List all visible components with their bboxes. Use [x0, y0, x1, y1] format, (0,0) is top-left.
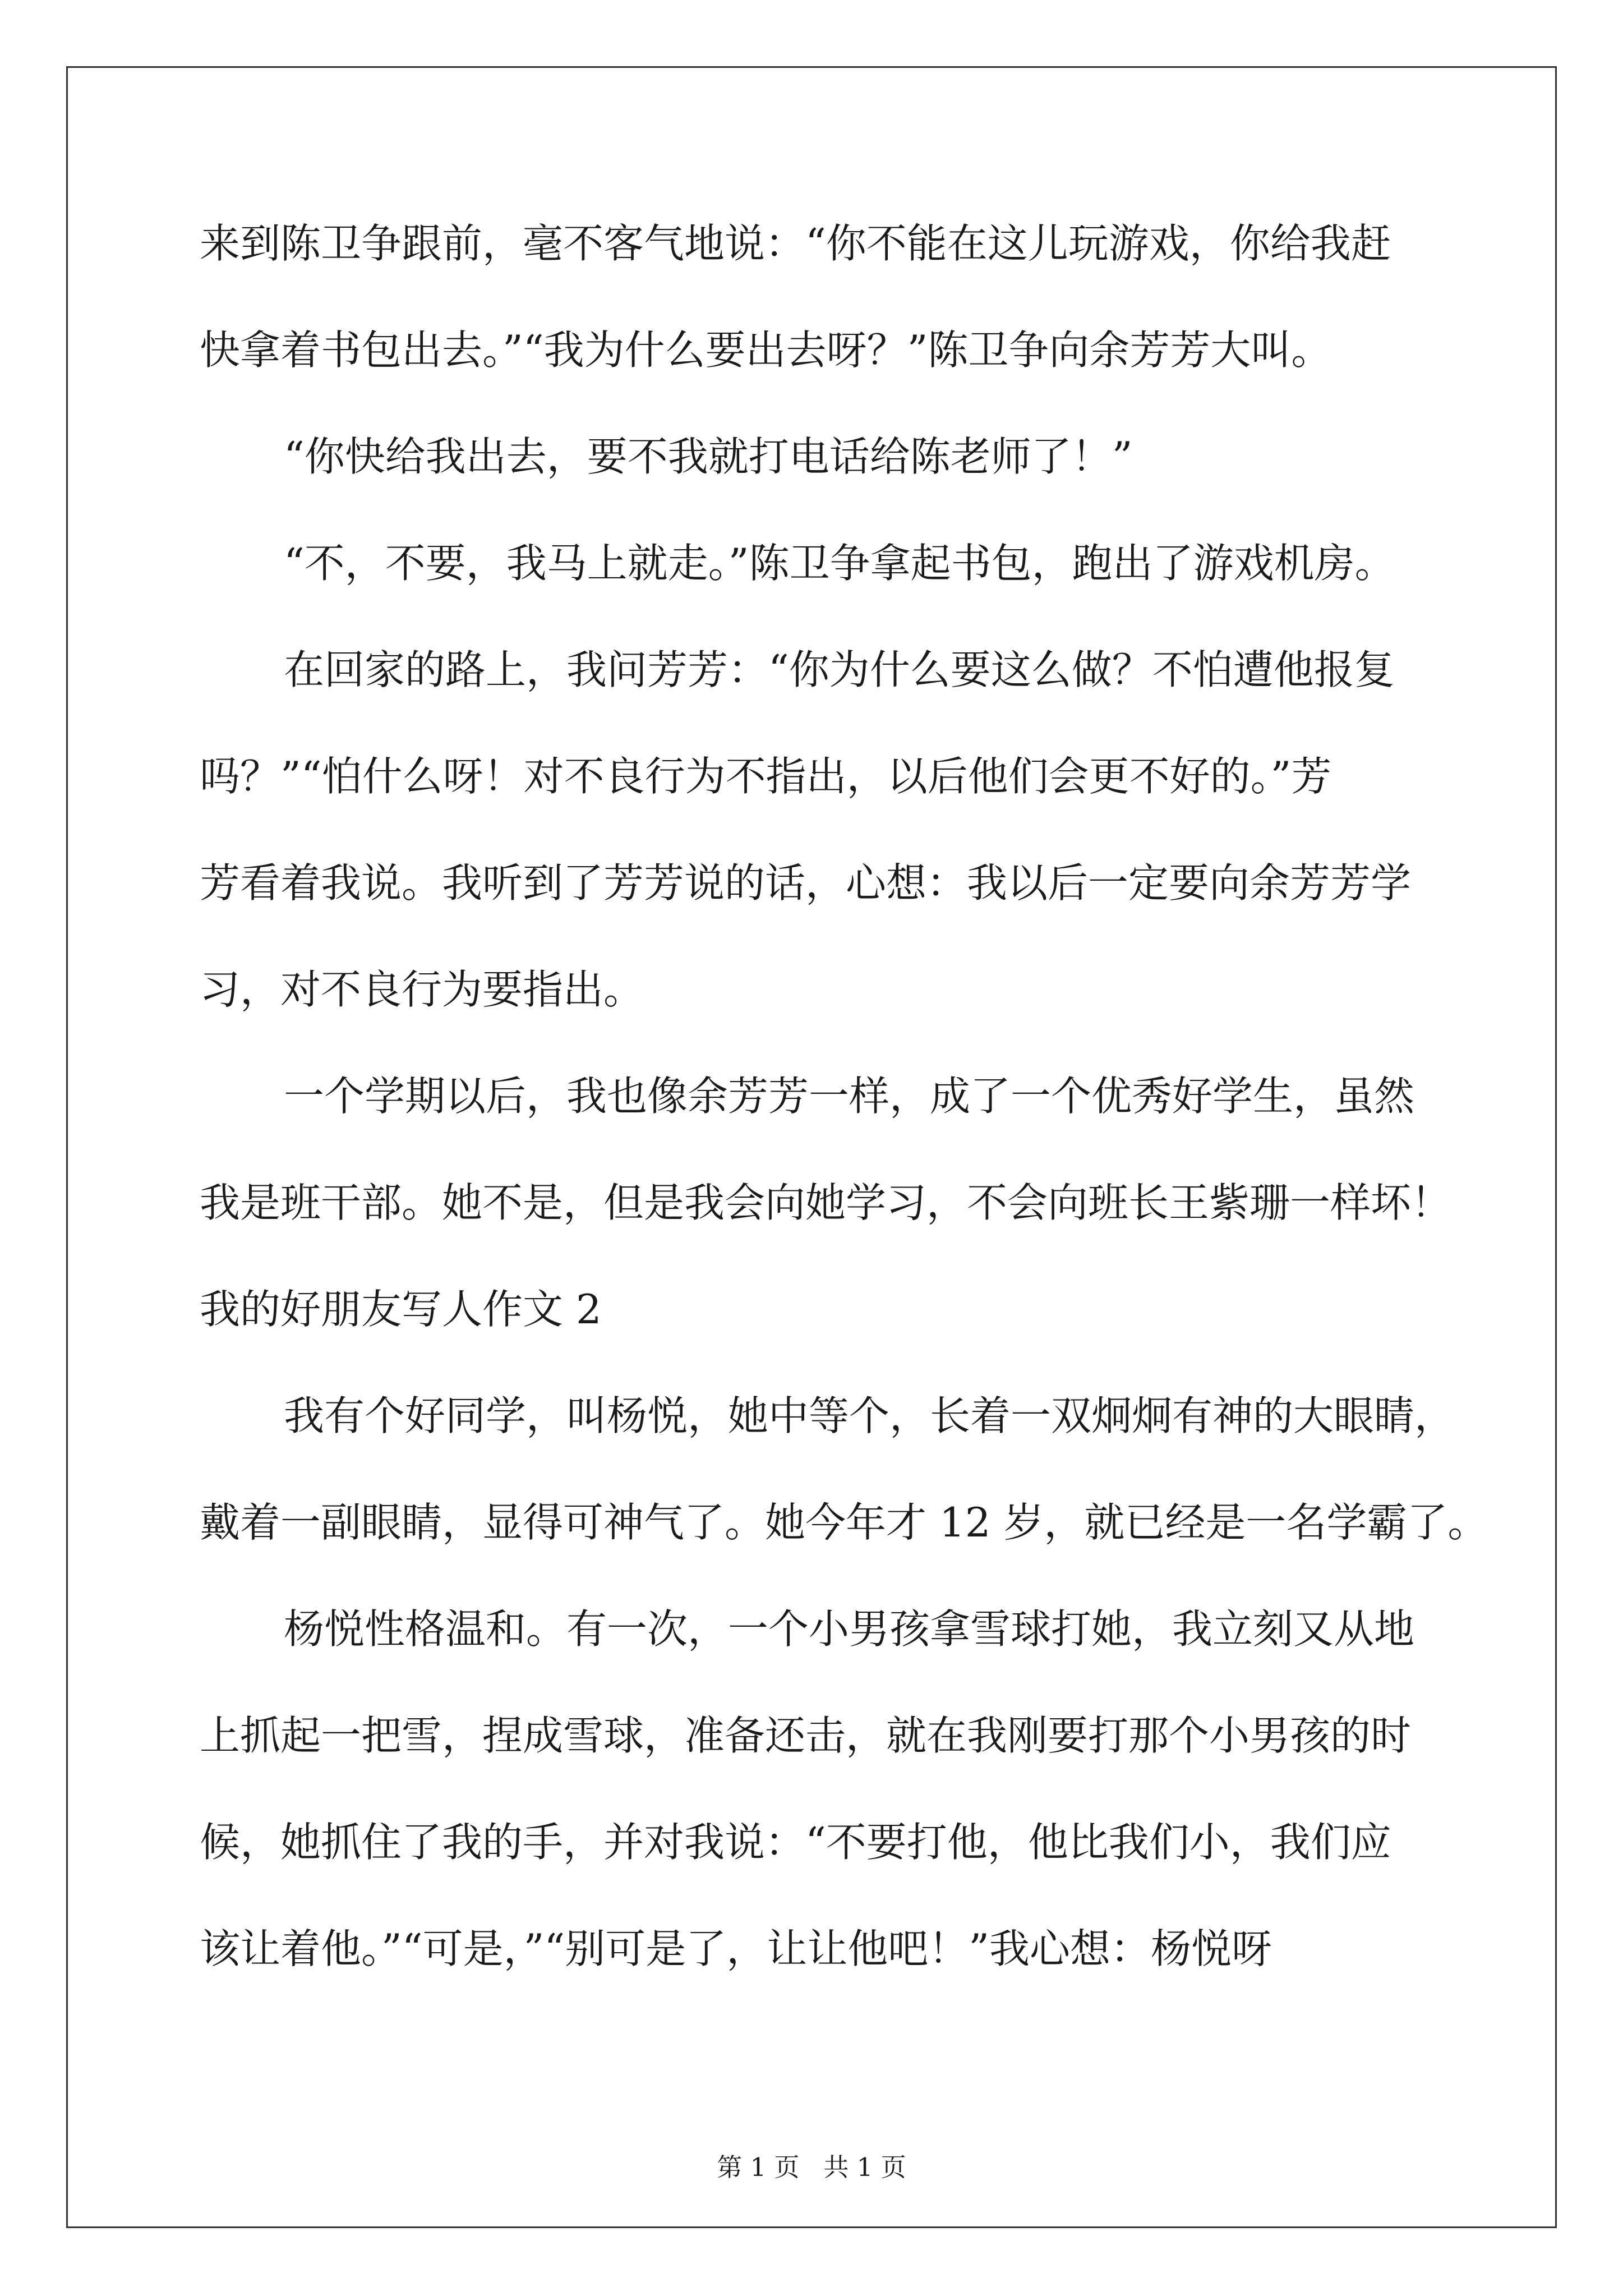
- text-line: 戴着一副眼睛，显得可神气了。她今年才 12 岁，就已经是一名学霸了。: [200, 1499, 1488, 1546]
- page-number-footer: 第 1 页 共 1 页: [717, 2152, 906, 2182]
- text-line: “你快给我出去，要不我就打电话给陈老师了！”: [284, 433, 1133, 480]
- text-line: 吗？”“怕什么呀！对不良行为不指出，以后他们会更不好的。”芳: [200, 753, 1332, 800]
- text-line: 我有个好同学，叫杨悦，她中等个，长着一双炯炯有神的大眼睛，: [284, 1392, 1455, 1439]
- document-body: [200, 214, 1488, 2026]
- text-line: 一个学期以后，我也像余芳芳一样，成了一个优秀好学生，虽然: [284, 1073, 1415, 1120]
- text-line: “不，不要，我马上就走。”陈卫争拿起书包，跑出了游戏机房。: [284, 540, 1395, 587]
- text-line: 该让着他。”“可是，”“别可是了，让让他吧！”我心想：杨悦呀: [200, 1925, 1272, 1972]
- text-line: 我是班干部。她不是，但是我会向她学习，不会向班长王紫珊一样坏！: [200, 1179, 1452, 1226]
- text-line: 候，她抓住了我的手，并对我说：“不要打他，他比我们小，我们应: [200, 1819, 1391, 1866]
- text-line: 在回家的路上，我问芳芳：“你为什么要这么做？不怕遭他报复: [284, 646, 1395, 693]
- text-line: 杨悦性格温和。有一次，一个小男孩拿雪球打她，我立刻又从地: [284, 1605, 1415, 1653]
- text-line: 上抓起一把雪，捏成雪球，准备还击，就在我刚要打那个小男孩的时: [200, 1712, 1412, 1759]
- text-line: 来到陈卫争跟前，毫不客气地说：“你不能在这儿玩游戏，你给我赶: [200, 220, 1391, 267]
- text-line: 快拿着书包出去。”“我为什么要出去呀？”陈卫争向余芳芳大叫。: [200, 326, 1332, 374]
- text-line: 习，对不良行为要指出。: [200, 966, 644, 1013]
- section-heading: 我的好朋友写人作文 2: [200, 1286, 602, 1333]
- text-line: 芳看着我说。我听到了芳芳说的话，心想：我以后一定要向余芳芳学: [200, 859, 1412, 907]
